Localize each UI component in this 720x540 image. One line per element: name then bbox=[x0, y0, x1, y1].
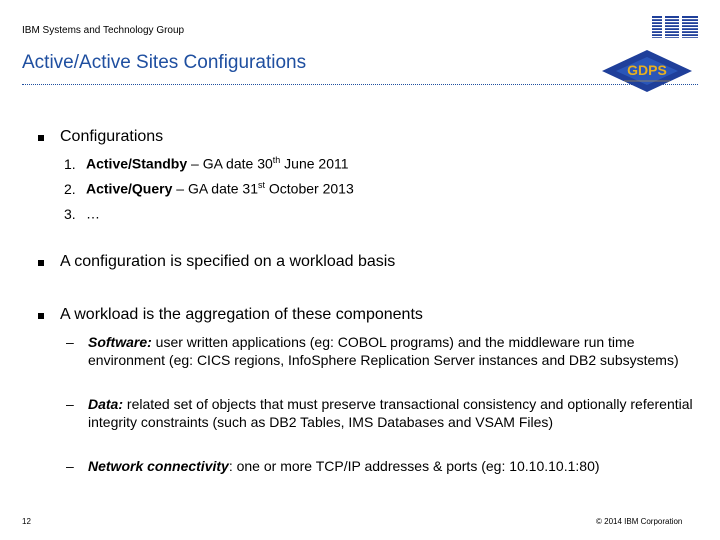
bullet-square-icon bbox=[38, 260, 44, 266]
ibm-logo bbox=[652, 16, 698, 38]
gdps-logo bbox=[602, 48, 692, 94]
config-item-1: 1. Active/Standby – GA date 30th June 2011 bbox=[64, 155, 349, 172]
slide-title: Active/Active Sites Configurations bbox=[22, 52, 307, 73]
config-item-3: 3. … bbox=[64, 205, 100, 222]
bullet-square-icon bbox=[38, 135, 44, 141]
page-number: 12 bbox=[22, 517, 31, 526]
header-group-label: IBM Systems and Technology Group bbox=[22, 25, 185, 36]
config-item-2: 2. Active/Query – GA date 31st October 2013 bbox=[64, 180, 354, 197]
copyright-notice: © 2014 IBM Corporation bbox=[596, 517, 683, 526]
component-label: Software: bbox=[88, 334, 152, 350]
component-label: Data: bbox=[88, 396, 124, 412]
bullet-square-icon bbox=[38, 313, 44, 319]
title-divider bbox=[22, 84, 698, 85]
gdps-logo-text: GDPS bbox=[627, 62, 667, 78]
component-label: Network connectivity bbox=[88, 458, 229, 474]
